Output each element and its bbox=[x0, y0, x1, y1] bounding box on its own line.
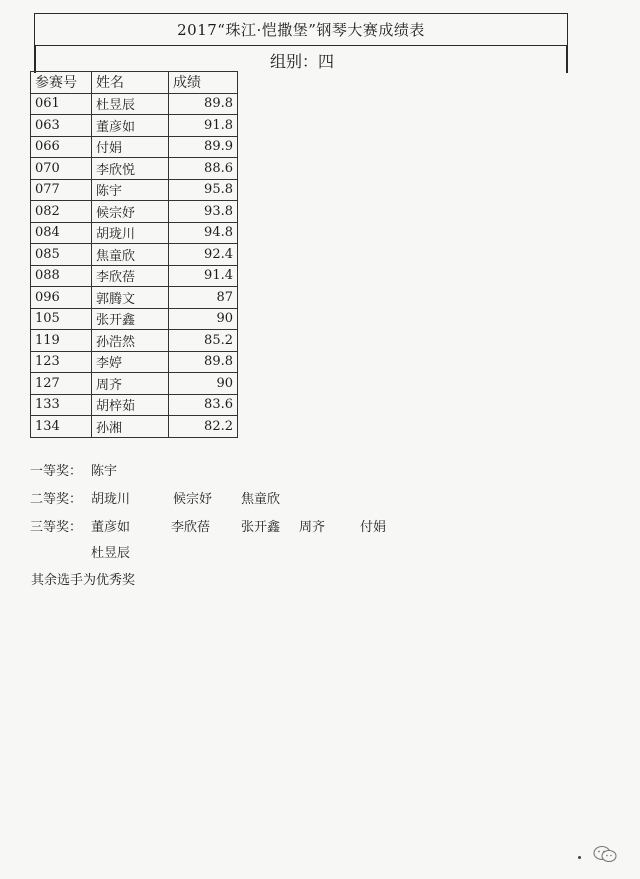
cell-score: 88.6 bbox=[169, 158, 238, 180]
table-row bbox=[31, 93, 238, 115]
cell-entry-number: 134 bbox=[31, 416, 92, 438]
cell-name: 候宗妤 bbox=[92, 201, 169, 223]
award-third-name: 杜昱辰 bbox=[91, 546, 131, 561]
cell-score: 89.8 bbox=[169, 351, 238, 373]
cell-entry-number: 066 bbox=[31, 136, 92, 158]
table-row bbox=[31, 158, 238, 180]
table-row bbox=[31, 287, 238, 309]
table-row bbox=[31, 136, 238, 158]
header-entry-number: 参赛号 bbox=[31, 72, 92, 94]
cell-name: 孙浩然 bbox=[92, 330, 169, 352]
award-third-name: 董彦如 bbox=[91, 520, 131, 535]
table-row bbox=[31, 265, 238, 287]
cell-entry-number: 082 bbox=[31, 201, 92, 223]
cell-score: 89.8 bbox=[169, 93, 238, 115]
cell-name: 张开鑫 bbox=[92, 308, 169, 330]
group-label: 组别：四 bbox=[270, 52, 335, 71]
cell-score: 90 bbox=[169, 308, 238, 330]
cell-score: 92.4 bbox=[169, 244, 238, 266]
cell-score: 93.8 bbox=[169, 201, 238, 223]
award-second-label: 二等奖： bbox=[30, 492, 83, 507]
cell-name: 李婷 bbox=[92, 351, 169, 373]
cell-name: 孙湘 bbox=[92, 416, 169, 438]
cell-entry-number: 123 bbox=[31, 351, 92, 373]
cell-name: 陈宇 bbox=[92, 179, 169, 201]
award-second-name: 焦童欣 bbox=[241, 492, 281, 507]
award-first-name: 陈宇 bbox=[91, 464, 118, 479]
cell-name: 李欣悦 bbox=[92, 158, 169, 180]
table-row bbox=[31, 351, 238, 373]
cell-entry-number: 063 bbox=[31, 115, 92, 137]
scan-dot bbox=[578, 856, 581, 859]
cell-score: 95.8 bbox=[169, 179, 238, 201]
header-name: 姓名 bbox=[92, 72, 169, 94]
cell-entry-number: 096 bbox=[31, 287, 92, 309]
cell-entry-number: 119 bbox=[31, 330, 92, 352]
cell-score: 91.4 bbox=[169, 265, 238, 287]
table-row bbox=[31, 179, 238, 201]
cell-entry-number: 070 bbox=[31, 158, 92, 180]
cell-name: 胡珑川 bbox=[92, 222, 169, 244]
award-first-label: 一等奖： bbox=[30, 464, 83, 479]
cell-name: 周齐 bbox=[92, 373, 169, 395]
award-third-name: 张开鑫 bbox=[241, 520, 281, 535]
cell-name: 李欣蓓 bbox=[92, 265, 169, 287]
award-third-label: 三等奖： bbox=[30, 520, 83, 535]
page-title: 2017“珠江·恺撒堡”钢琴大赛成绩表 bbox=[34, 13, 568, 46]
table-row bbox=[31, 222, 238, 244]
cell-score: 89.9 bbox=[169, 136, 238, 158]
table-header-row bbox=[31, 72, 238, 94]
cell-name: 付娟 bbox=[92, 136, 169, 158]
cell-entry-number: 061 bbox=[31, 93, 92, 115]
table-row bbox=[31, 373, 238, 395]
cell-score: 82.2 bbox=[169, 416, 238, 438]
cell-entry-number: 088 bbox=[31, 265, 92, 287]
cell-entry-number: 133 bbox=[31, 394, 92, 416]
cell-score: 85.2 bbox=[169, 330, 238, 352]
award-third-name: 付娟 bbox=[360, 520, 387, 535]
footer-note: 其余选手为优秀奖 bbox=[31, 573, 136, 588]
cell-score: 83.6 bbox=[169, 394, 238, 416]
table-row bbox=[31, 201, 238, 223]
cell-score: 90 bbox=[169, 373, 238, 395]
cell-score: 94.8 bbox=[169, 222, 238, 244]
table-row bbox=[31, 394, 238, 416]
header-left-rule bbox=[34, 45, 36, 73]
cell-name: 郭腾文 bbox=[92, 287, 169, 309]
cell-name: 杜昱辰 bbox=[92, 93, 169, 115]
header-right-rule bbox=[566, 45, 568, 73]
cell-name: 胡梓茹 bbox=[92, 394, 169, 416]
award-third-name: 李欣蓓 bbox=[171, 520, 211, 535]
cell-entry-number: 127 bbox=[31, 373, 92, 395]
award-second-name: 胡珑川 bbox=[91, 492, 131, 507]
header-score: 成绩 bbox=[169, 72, 238, 94]
cell-name: 董彦如 bbox=[92, 115, 169, 137]
cell-entry-number: 105 bbox=[31, 308, 92, 330]
cell-entry-number: 085 bbox=[31, 244, 92, 266]
award-third-name: 周齐 bbox=[299, 520, 326, 535]
score-table bbox=[30, 71, 238, 438]
table-row bbox=[31, 244, 238, 266]
table-row bbox=[31, 115, 238, 137]
award-second-name: 候宗妤 bbox=[173, 492, 213, 507]
table-row bbox=[31, 416, 238, 438]
cell-entry-number: 077 bbox=[31, 179, 92, 201]
score-table-body bbox=[31, 93, 238, 437]
table-row bbox=[31, 308, 238, 330]
cell-entry-number: 084 bbox=[31, 222, 92, 244]
table-row bbox=[31, 330, 238, 352]
cell-name: 焦童欣 bbox=[92, 244, 169, 266]
wechat-icon bbox=[592, 845, 618, 863]
cell-score: 87 bbox=[169, 287, 238, 309]
cell-score: 91.8 bbox=[169, 115, 238, 137]
